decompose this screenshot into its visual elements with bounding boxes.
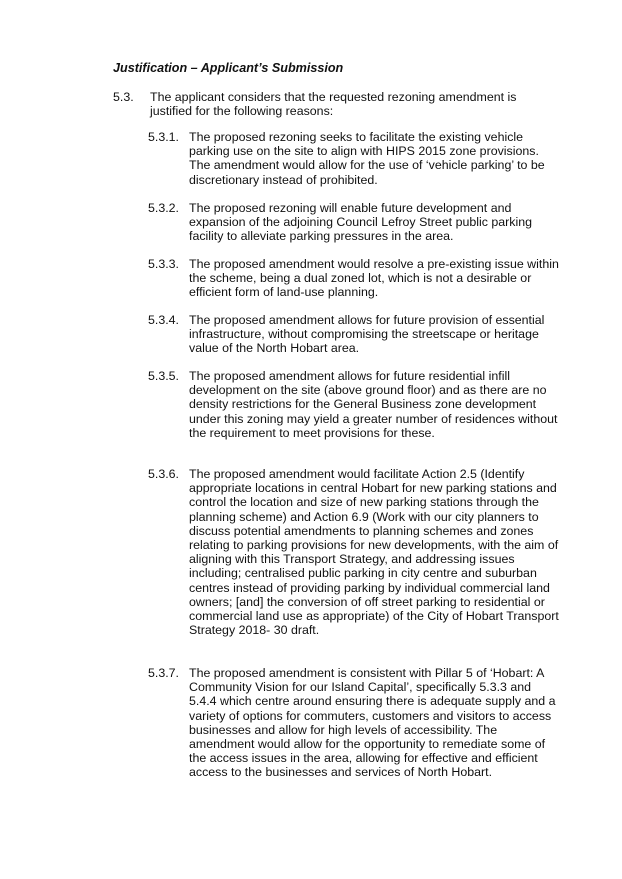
section-heading: Justification – Applicant’s Submission bbox=[113, 61, 344, 75]
list-item-5-3-3 bbox=[148, 257, 558, 300]
item-text: The proposed amendment would facilitate Action 2.5 (Identify appropriate locations in central Hobart for new parking stations and control the location and size of new parking stations through the planning scheme) and Action 6.9 (Work with our city planners to discuss potential amendments to planning schemes and zones relating to parking provisions for new developments, with the aim of aligning with this Transport Strategy, and addressing issues including; centralised public parking in city centre and suburban centres instead of providing parking by individual commercial land owners; [and] the conversion of off street parking to residential or commercial land use as appropriate) of the City of Hobart Transport Strategy 2018- 30 draft. bbox=[189, 467, 559, 638]
item-text: The proposed amendment is consistent with Pillar 5 of ‘Hobart: A Community Vision for our Island Capital’, specifically 5.3.3 and 5.4.4 which centre around ensuring there is adequate supply and a variety of options for commuters, customers and visitors to access businesses and allow for high levels of accessibility. The amendment would allow for the opportunity to remediate some of the access issues in the area, allowing for effective and efficient access to the businesses and services of North Hobart. bbox=[189, 666, 556, 780]
item-number: 5.3.3. bbox=[148, 257, 180, 271]
paragraph-text: The applicant considers that the requested rezoning amendment is justified for the following reasons: bbox=[150, 90, 517, 119]
list-item-5-3-4 bbox=[148, 313, 558, 356]
list-item-5-3-5 bbox=[148, 369, 558, 440]
item-text: The proposed amendment allows for future provision of essential infrastructure, without compromising the streetscape or heritage value of the North Hobart area. bbox=[189, 313, 545, 356]
item-number: 5.3.5. bbox=[148, 369, 180, 383]
item-number: 5.3.4. bbox=[148, 313, 180, 327]
list-item-5-3-6 bbox=[148, 467, 558, 637]
item-text: The proposed amendment allows for future residential infill development on the site (above ground floor) and as there are no density restrictions for the General Business zone development under this zoning may yield a greater number of residences without the requirement to meet provisions for these. bbox=[189, 369, 558, 440]
item-text: The proposed amendment would resolve a pre-existing issue within the scheme, being a dual zoned lot, which is not a desirable or efficient form of land-use planning. bbox=[189, 257, 559, 300]
list-item-5-3-7 bbox=[148, 666, 558, 780]
list-item-5-3-2 bbox=[148, 201, 558, 244]
item-number: 5.3.1. bbox=[148, 130, 180, 144]
item-number: 5.3.6. bbox=[148, 467, 180, 481]
list-item-5-3-1 bbox=[148, 130, 558, 187]
item-text: The proposed rezoning seeks to facilitate the existing vehicle parking use on the site to align with HIPS 2015 zone provisions. The amendment would allow for the use of ‘vehicle parking’ to be discretionary instead of prohibited. bbox=[189, 130, 545, 187]
item-text: The proposed rezoning will enable future development and expansion of the adjoining Council Lefroy Street public parking facility to alleviate parking pressures in the area. bbox=[189, 201, 533, 244]
item-number: 5.3.2. bbox=[148, 201, 180, 215]
item-number: 5.3.7. bbox=[148, 666, 180, 680]
paragraph-number: 5.3. bbox=[113, 90, 134, 104]
paragraph-5-3 bbox=[113, 90, 553, 118]
